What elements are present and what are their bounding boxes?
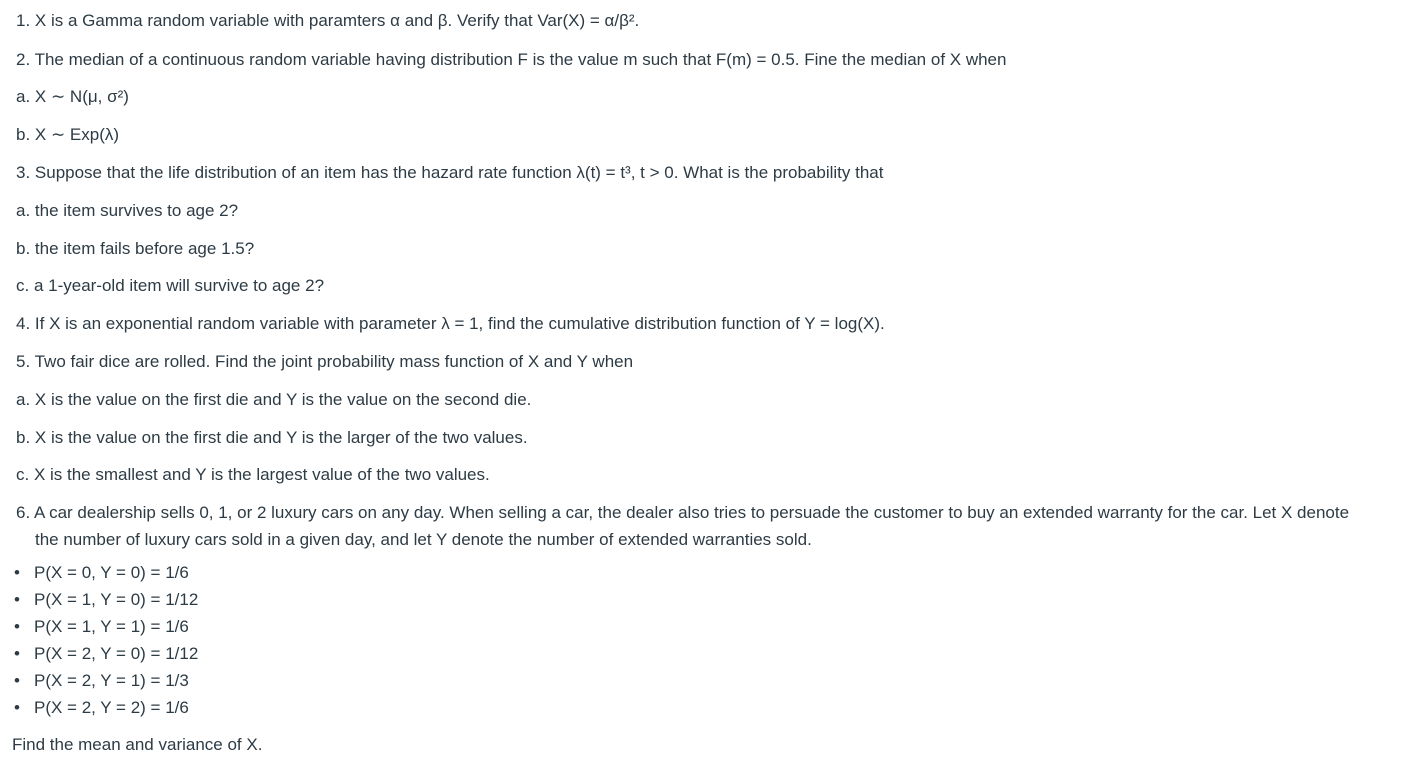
bullet-icon: • xyxy=(14,671,20,690)
problem-2b: b. X ∼ Exp(λ) xyxy=(16,125,120,144)
pmf-text: P(X = 2, Y = 0) = 1/12 xyxy=(34,644,199,663)
pmf-item xyxy=(14,589,198,611)
problem-5a: a. X is the value on the first die and Y is the value on the second die. xyxy=(16,390,532,409)
problem-1: 1. X is a Gamma random variable with paramters α and β. Verify that Var(X) = α/β². xyxy=(16,11,640,30)
problem-5b: b. X is the value on the first die and Y is the larger of the two values. xyxy=(16,428,528,447)
problem-5: 5. Two fair dice are rolled. Find the joint probability mass function of X and Y when xyxy=(16,352,634,371)
problem-3c: c. a 1-year-old item will survive to age 2? xyxy=(16,276,325,295)
problem-3: 3. Suppose that the life distribution of an item has the hazard rate function λ(t) = t³, t > 0. What is the probability that xyxy=(16,163,884,182)
problem-6-line-2: the number of luxury cars sold in a given day, and let Y denote the number of extended warranties sold. xyxy=(35,530,812,549)
pmf-item xyxy=(14,697,189,719)
problem-6-line-1: 6. A car dealership sells 0, 1, or 2 luxury cars on any day. When selling a car, the dealer also tries to persuade the customer to buy an extended warranty for the car. Let X denote xyxy=(16,503,1350,522)
pmf-text: P(X = 0, Y = 0) = 1/6 xyxy=(34,563,189,582)
problem-2a: a. X ∼ N(μ, σ²) xyxy=(16,87,129,106)
problem-4: 4. If X is an exponential random variable with parameter λ = 1, find the cumulative distribution function of Y = log(X). xyxy=(16,314,885,333)
pmf-item xyxy=(14,616,189,638)
final-question: Find the mean and variance of X. xyxy=(12,735,263,754)
pmf-text: P(X = 2, Y = 1) = 1/3 xyxy=(34,671,189,690)
bullet-icon: • xyxy=(14,698,20,717)
problem-2: 2. The median of a continuous random variable having distribution F is the value m such that F(m) = 0.5. Fine the median of X when xyxy=(16,50,1007,69)
bullet-icon: • xyxy=(14,644,20,663)
problem-5c: c. X is the smallest and Y is the largest value of the two values. xyxy=(16,465,490,484)
pmf-item xyxy=(14,670,189,692)
bullet-icon: • xyxy=(14,563,20,582)
pmf-item xyxy=(14,562,189,584)
problem-3a: a. the item survives to age 2? xyxy=(16,201,239,220)
pmf-item xyxy=(14,643,198,665)
pmf-text: P(X = 1, Y = 1) = 1/6 xyxy=(34,617,189,636)
bullet-icon: • xyxy=(14,617,20,636)
problem-3b: b. the item fails before age 1.5? xyxy=(16,239,255,258)
bullet-icon: • xyxy=(14,590,20,609)
pmf-text: P(X = 2, Y = 2) = 1/6 xyxy=(34,698,189,717)
pmf-text: P(X = 1, Y = 0) = 1/12 xyxy=(34,590,199,609)
